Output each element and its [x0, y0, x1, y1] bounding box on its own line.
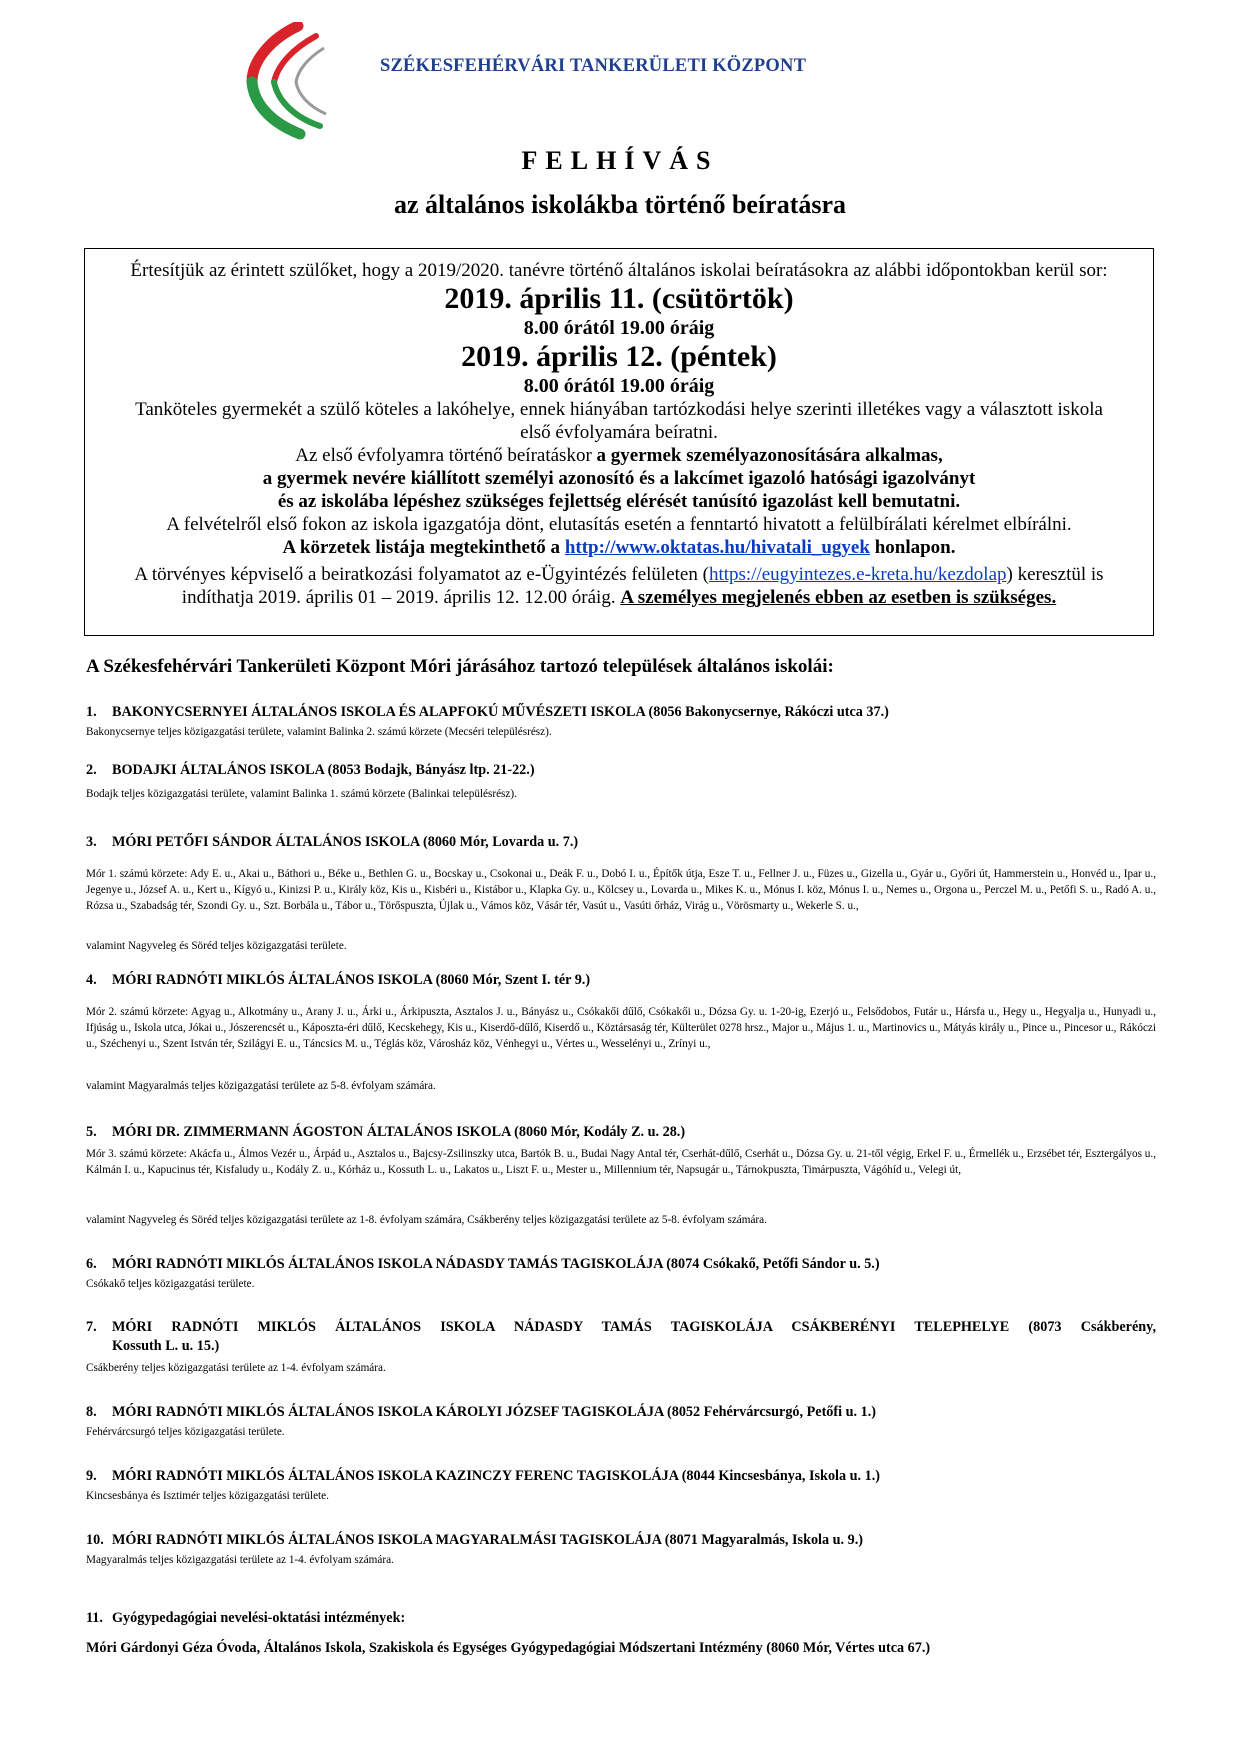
item-number: 2. [86, 762, 97, 778]
school-item-4-desc: Mór 2. számú körzete: Agyag u., Alkotmány u., Arany J. u., Árki u., Árkipuszta, Asztalos J. u., Bányász u., Csókakői dűlő, Csókakői u., Dózsa Gy. u. 1-20-ig, Ezerjó u., Felsődobos, Futár u., Hársfa u., Hegy u., Hegyalja u., Hunyadi u., Ifjúság u., Iskola utca, Jókai u., Jószerencsét u., Káposzta-éri dűlő, Kecskehegy, Kis u., Kiserdő-dűlő, Kiserdő u., Köztársaság tér, Külterület 0278 hrsz., Major u., Május 1. u., Martinovics u., Mátyás király u., Pince u., Pincesor u., Rákóczi u., Széchenyi u., Szent István tér, Szilágyi E. u., Táncsics M. u., Téglás köz, Városház köz, Vénhegyi u., Vértes u., Wesselényi u., Zrínyi u., [86, 1006, 1156, 1050]
school-item-9-title [86, 1468, 880, 1485]
enrollment-notice-box [84, 248, 1154, 636]
documents-line-2: a gyermek nevére kiállított személyi azonosító és a lakcímet igazoló hatósági igazolványt [262, 468, 976, 489]
school-item-7-desc: Csákberény teljes közigazgatási területe az 1-4. évfolyam számára. [86, 1362, 386, 1374]
page-subtitle: az általános iskolákba történő beíratásra [393, 190, 847, 219]
item-number: 7. [86, 1319, 97, 1335]
decision-line: A felvételről első fokon az iskola igazgatója dönt, elutasítás esetén a fenntartó hivatott a felülbírálati kérelmet elbírálni. [166, 514, 1072, 535]
school-item-7-title-cont: Kossuth L. u. 15.) [112, 1338, 220, 1354]
item-number: 6. [86, 1256, 97, 1272]
duty-line-2: első évfolyamára beíratni. [520, 422, 718, 443]
organization-name: SZÉKESFEHÉRVÁRI TANKERÜLETI KÖZPONT [380, 56, 807, 76]
item-number: 4. [86, 972, 97, 988]
school-item-11-title [86, 1610, 405, 1627]
school-item-8-desc: Fehérvárcsurgó teljes közigazgatási területe. [86, 1426, 285, 1438]
special-education-institution: Móri Gárdonyi Géza Óvoda, Általános Iskola, Szakiskola és Egységes Gyógypedagógiai Módszertani Intézmény (8060 Mór, Vértes utca 67.) [86, 1640, 931, 1656]
school-item-5-title [86, 1124, 685, 1141]
school-item-3-desc: Mór 1. számú körzete: Ady E. u., Akai u., Báthori u., Béke u., Bethlen G. u., Bocskay u., Csokonai u., Deák F. u., Dobó I. u., Építők útja, Esze T. u., Fellner J. u., Füzes u., Gizella u., Gyár u., Győri út, Hammerstein u., Honvéd u., Ipar u., Jegenye u., József A. u., Kert u., Kígyó u., Kinizsi P. u., Király köz, Kis u., Kisbéri u., Kistábor u., Klapka Gy. u., Kölcsey u., Lovarda u., Mikes K. u., Mónus I. köz, Mónus I. u., Nemes u., Orgona u., Perczel M. u., Petőfi S. u., Radó A. u., Rózsa u., Szabadság tér, Szondi Gy. u., Szt. Borbála u., Tábor u., Törőspuszta, Újlak u., Vámos köz, Vásár tér, Vasút u., Vasúti őrház, Virág u., Vörösmarty u., Wekerle S. u., [86, 868, 1156, 912]
districts-prefix: A körzetek listája megtekinthető a [282, 537, 565, 558]
duty-line-1: Tanköteles gyermekét a szülő köteles a lakóhelye, ennek hiányában tartózkodási helye szerinti illetékes vagy a választott iskola [135, 399, 1103, 420]
online-suffix: ) keresztül is [1006, 564, 1104, 585]
notice-intro: Értesítjük az érintett szülőket, hogy a 2019/2020. tanévre történő általános iskolai beíratásokra az alábbi időpontokban kerül sor: [130, 260, 1108, 281]
enrollment-hours-1: 8.00 órától 19.00 óráig [523, 317, 715, 339]
school-item-5-extra: valamint Nagyveleg és Söréd teljes közigazgatási területe az 1-8. évfolyam számára, Csákberény teljes közigazgatási területe az 5-8. évfolyam számára. [86, 1214, 767, 1226]
item-number: 11. [86, 1610, 103, 1626]
documents-line-1 [85, 444, 1153, 467]
item-title-text: MÓRI RADNÓTI MIKLÓS ÁLTALÁNOS ISKOLA NÁDASDY TAMÁS TAGISKOLÁJA (8074 Csókakő, Petőfi Sándor u. 5.) [112, 1256, 880, 1272]
districts-suffix: honlapon. [869, 537, 956, 558]
item-number: 5. [86, 1124, 97, 1140]
item-number: 10. [86, 1532, 104, 1548]
school-item-2-desc: Bodajk teljes közigazgatási területe, valamint Balinka 1. számú körzete (Balinkai településrész). [86, 788, 517, 800]
enrollment-date-2: 2019. április 12. (péntek) [461, 340, 777, 373]
online-line-1 [85, 563, 1153, 586]
documents-line-3: és az iskolába lépéshez szükséges fejlettség elérését tanúsító igazolást kell bemutatni. [277, 491, 961, 512]
page-title: FELHÍVÁS [521, 146, 719, 175]
districts-link[interactable]: http://www.oktatas.hu/hivatali_ugyek [564, 537, 870, 558]
school-item-1-desc: Bakonycsernye teljes közigazgatási területe, valamint Balinka 2. számú körzete (Mecséri településrész). [86, 726, 552, 738]
school-item-9-desc: Kincsesbánya és Isztimér teljes közigazgatási területe. [86, 1490, 329, 1502]
item-title-text: MÓRI RADNÓTI MIKLÓS ÁLTALÁNOS ISKOLA MAGYARALMÁSI TAGISKOLÁJA (8071 Magyaralmás, Iskola u. 9.) [112, 1532, 863, 1548]
school-item-10-desc: Magyaralmás teljes közigazgatási területe az 1-4. évfolyam számára. [86, 1554, 394, 1566]
item-title-text: BAKONYCSERNYEI ÁLTALÁNOS ISKOLA ÉS ALAPFOKÚ MŰVÉSZETI ISKOLA (8056 Bakonycsernye, Rákóczi utca 37.) [112, 704, 889, 720]
item-title-text: MÓRI RADNÓTI MIKLÓS ÁLTALÁNOS ISKOLA NÁDASDY TAMÁS TAGISKOLÁJA CSÁKBERÉNYI TELEPHELYE (8073 Csákberény, [112, 1319, 1156, 1335]
school-item-8-title [86, 1404, 876, 1421]
ekreta-link[interactable]: https://eugyintezes.e-kreta.hu/kezdolap [708, 564, 1007, 585]
item-number: 3. [86, 834, 97, 850]
school-item-7-title [86, 1318, 1156, 1337]
item-title-text: MÓRI RADNÓTI MIKLÓS ÁLTALÁNOS ISKOLA KÁROLYI JÓZSEF TAGISKOLÁJA (8052 Fehérvárcsurgó, Petőfi u. 1.) [112, 1404, 876, 1420]
online-prefix: A törvényes képviselő a beiratkozási folyamatot az e-Ügyintézés felületen ( [134, 564, 709, 585]
school-item-4-extra: valamint Magyaralmás teljes közigazgatási területe az 5-8. évfolyam számára. [86, 1080, 436, 1092]
school-item-4-title [86, 972, 590, 989]
documents-bold-1: a gyermek személyazonosítására alkalmas, [596, 445, 943, 466]
school-item-2-title [86, 762, 535, 779]
item-title-text: MÓRI RADNÓTI MIKLÓS ÁLTALÁNOS ISKOLA (8060 Mór, Szent I. tér 9.) [112, 972, 591, 988]
personal-presence-note: A személyes megjelenés ebben az esetben is szükséges. [620, 587, 1057, 608]
item-title-text: MÓRI PETŐFI SÁNDOR ÁLTALÁNOS ISKOLA (8060 Mór, Lovarda u. 7.) [112, 834, 579, 850]
documents-prefix: Az első évfolyamra történő beíratáskor [295, 445, 597, 466]
item-title-text: MÓRI DR. ZIMMERMANN ÁGOSTON ÁLTALÁNOS ISKOLA (8060 Mór, Kodály Z. u. 28.) [112, 1124, 686, 1140]
item-title-text: BODAJKI ÁLTALÁNOS ISKOLA (8053 Bodajk, Bányász ltp. 21-22.) [112, 762, 535, 778]
school-list-heading: A Székesfehérvári Tankerületi Központ Móri járásához tartozó települések általános iskolái: [86, 656, 834, 677]
school-item-1-title [86, 704, 889, 721]
enrollment-hours-2: 8.00 órától 19.00 óráig [523, 375, 715, 397]
item-number: 1. [86, 704, 97, 720]
school-item-5-desc: Mór 3. számú körzete: Akácfa u., Álmos Vezér u., Árpád u., Asztalos u., Bajcsy-Zsilinszky utca, Bartók B. u., Budai Nagy Antal tér, Cserhát-dűlő, Cserhát u., Dózsa Gy. u. 21-től végig, Erkel F. u., Érmellék u., Erzsébet tér, Esztergályos u., Kálmán I. u., Kapucinus tér, Kisfaludy u., Kodály Z. u., Kórház u., Kossuth L. u., Lakatos u., Liszt F. u., Mester u., Millennium tér, Napsugár u., Tárnokpuszta, Timárpuszta, Vágóhíd u., Velegi út, [86, 1148, 1156, 1176]
tankerulet-logo [238, 22, 334, 140]
school-item-6-desc: Csókakő teljes közigazgatási területe. [86, 1278, 255, 1290]
item-number: 9. [86, 1468, 97, 1484]
school-item-3-extra: valamint Nagyveleg és Söréd teljes közigazgatási területe. [86, 940, 347, 952]
item-title-text: Gyógypedagógiai nevelési-oktatási intézmények: [112, 1610, 406, 1626]
districts-line [85, 536, 1153, 559]
school-item-3-title [86, 834, 578, 851]
online-line-2 [85, 586, 1153, 609]
online-date-range: indíthatja 2019. április 01 – 2019. április 12. 12.00 óráig. [181, 587, 621, 608]
item-title-text: MÓRI RADNÓTI MIKLÓS ÁLTALÁNOS ISKOLA KAZINCZY FERENC TAGISKOLÁJA (8044 Kincsesbánya, Iskola u. 1.) [112, 1468, 880, 1484]
school-item-10-title [86, 1532, 863, 1549]
school-item-6-title [86, 1256, 880, 1273]
item-number: 8. [86, 1404, 97, 1420]
enrollment-date-1: 2019. április 11. (csütörtök) [444, 282, 794, 315]
